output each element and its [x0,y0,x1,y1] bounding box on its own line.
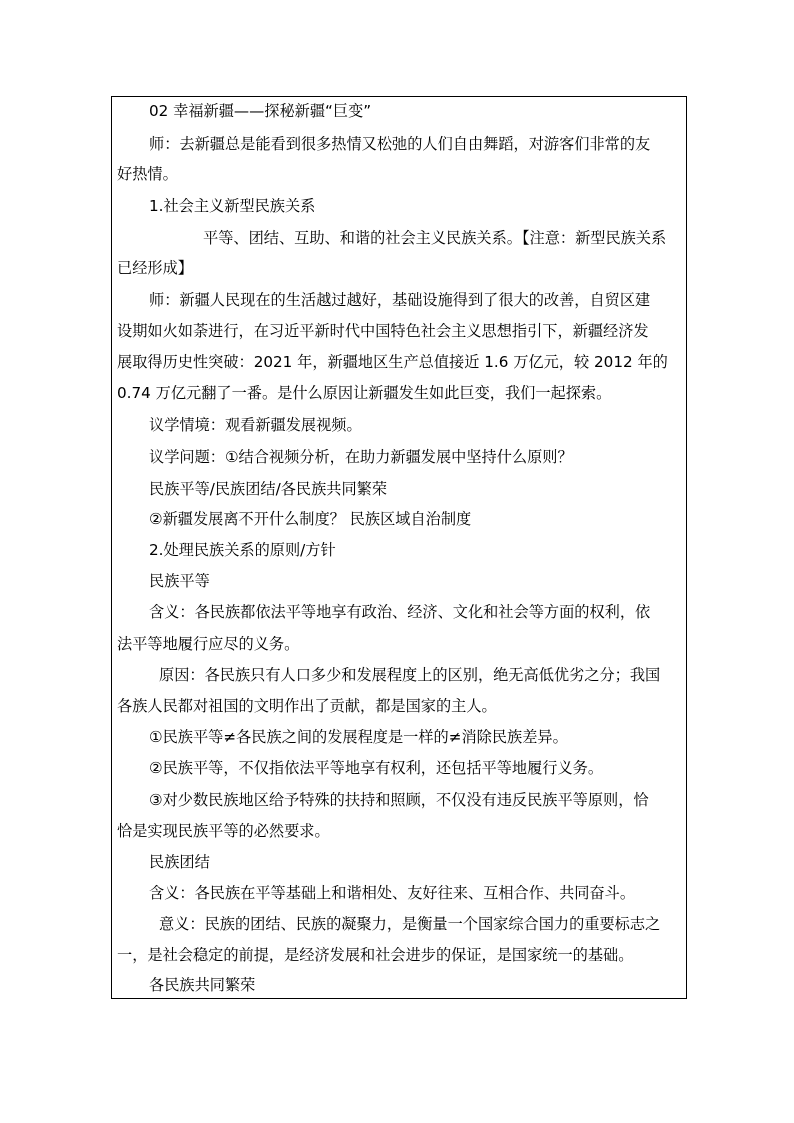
paragraph-line: 原因：各民族只有人口多少和发展程度上的区别，绝无高低优劣之分；我国 [159,666,661,684]
subheading: 1.社会主义新型民族关系 [149,197,316,215]
principle-heading: 各民族共同繁荣 [149,976,256,994]
section-heading: 02 幸福新疆——探秘新疆“巨变” [149,102,372,120]
principle-heading: 民族平等 [149,572,210,590]
paragraph-line: 好热情。 [117,165,178,183]
paragraph-line: 师：新疆人民现在的生活越过越好，基础设施得到了很大的改善，自贸区建 [149,291,651,309]
paragraph-line: 师：去新疆总是能看到很多热情又松弛的人们自由舞蹈，对游客们非常的友 [149,135,651,153]
paragraph-line: 各族人民都对祖国的文明作出了贡献，都是国家的主人。 [117,697,497,715]
paragraph-line: 设期如火如荼进行，在习近平新时代中国特色社会主义思想指引下，新疆经济发 [117,322,649,340]
paragraph-line: 法平等地履行应尽的义务。 [117,635,300,653]
paragraph-line: 0.74 万亿元翻了一番。是什么原因让新疆发生如此巨变，我们一起探索。 [117,384,612,402]
paragraph-line: 平等、团结、互助、和谐的社会主义民族关系。【注意：新型民族关系 [203,229,667,247]
paragraph-line: 意义：民族的团结、民族的凝聚力，是衡量一个国家综合国力的重要标志之 [159,915,661,933]
paragraph-line: ①民族平等≠各民族之间的发展程度是一样的≠消除民族差异。 [149,728,568,746]
paragraph-line: 含义：各民族在平等基础上和谐相处、友好往来、互相合作、共同奋斗。 [149,884,635,902]
principle-heading: 民族团结 [149,853,210,871]
paragraph-line: 含义：各民族都依法平等地享有政治、经济、文化和社会等方面的权利，依 [149,603,651,621]
paragraph-line: ②新疆发展离不开什么制度？ 民族区域自治制度 [149,510,472,528]
paragraph-line: 展取得历史性突破：2021 年，新疆地区生产总值接近 1.6 万亿元，较 2012 年的 [117,353,668,371]
paragraph-line: 一，是社会稳定的前提，是经济发展和社会进步的保证，是国家统一的基础。 [117,946,634,964]
paragraph-line: ②民族平等，不仅指依法平等地享有权利，还包括平等地履行义务。 [149,759,604,777]
subheading: 2.处理民族关系的原则/方针 [149,541,336,559]
paragraph-line: 民族平等/民族团结/各民族共同繁荣 [149,480,388,498]
paragraph-line: 议学情境：观看新疆发展视频。 [149,416,362,434]
paragraph-line: 已经形成】 [117,259,193,277]
paragraph-line: 议学问题：①结合视频分析，在助力新疆发展中坚持什么原则？ [149,448,573,466]
paragraph-line: ③对少数民族地区给予特殊的扶持和照顾，不仅没有违反民族平等原则，恰 [149,791,649,809]
paragraph-line: 恰是实现民族平等的必然要求。 [117,822,330,840]
content-table-cell [111,96,687,999]
